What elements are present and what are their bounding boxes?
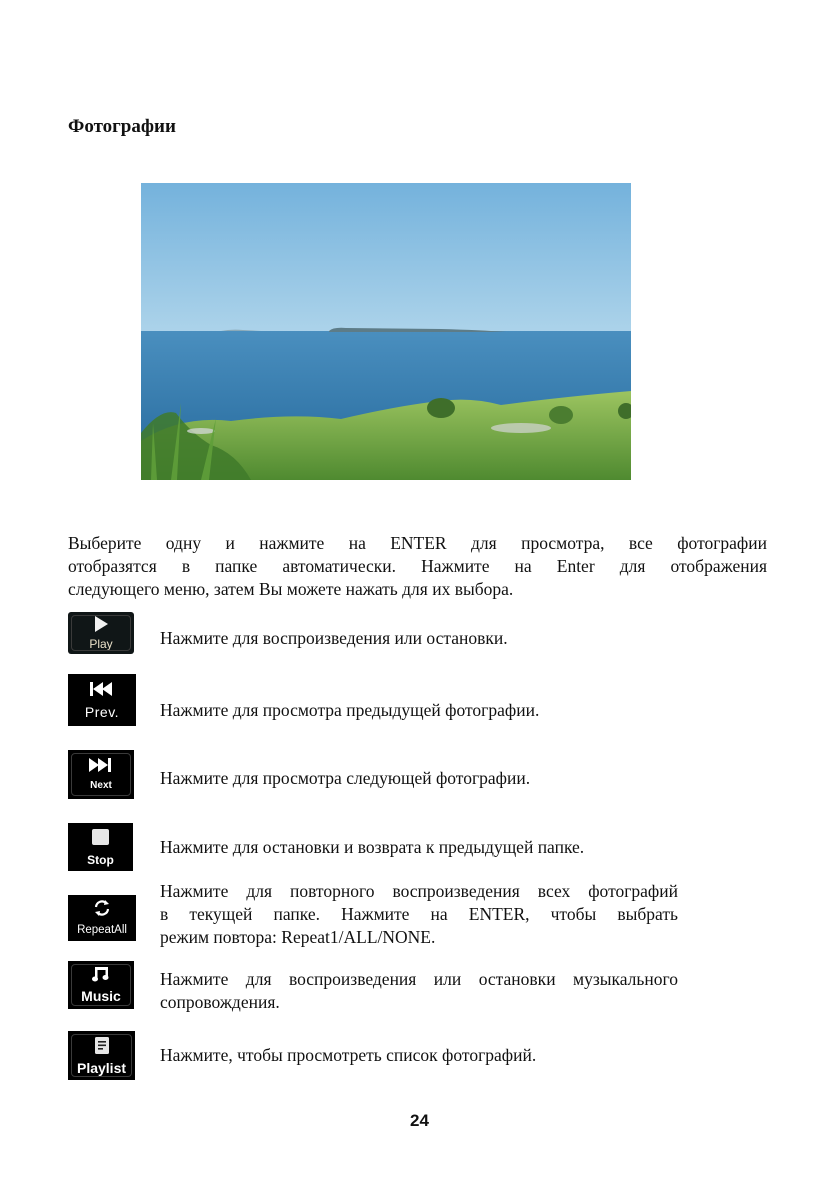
page-number: 24 [410,1111,429,1130]
music-label: Music [81,988,121,1004]
description-line: Нажмите для воспроизведения или остановки музыкального [160,969,678,989]
description-line: в текущей папке. Нажмите на ENTER, чтобы выбрать [160,904,678,924]
playlist-label: Playlist [76,1059,127,1076]
previous-button[interactable] [68,674,136,726]
description-line: сопровождения. [160,992,280,1012]
next-button[interactable] [68,750,134,799]
next-icon [89,758,113,777]
next-description [160,767,678,790]
playlist-description [160,1044,678,1067]
music-button[interactable] [68,961,134,1009]
description-line: Нажмите для просмотра предыдущей фотографии. [160,700,540,720]
play-description [160,627,678,650]
intro-line: Выберите одну и нажмите на ENTER для просмотра, все фотографии [68,533,767,553]
repeat-icon [92,899,112,922]
stop-description [160,836,678,859]
description-line: Нажмите для просмотра следующей фотографии. [160,768,531,788]
play-icon [94,616,108,637]
page-title: Фотографии [68,116,176,137]
previous-icon [90,682,114,701]
previous-label: Prev. [84,703,120,720]
playlist-icon [95,1037,109,1059]
prev-description [160,699,678,722]
playlist-button[interactable] [68,1031,135,1080]
intro-line: отобразятся в папке автоматически. Нажмите на Enter для отображения [68,556,767,576]
seascape-photo [141,183,631,480]
description-line: Нажмите, чтобы просмотреть список фотографий. [160,1045,537,1065]
intro-line: следующего меню, затем Вы можете нажать для их выбора. [68,579,514,599]
music-description [160,968,678,1014]
play-label: Play [89,637,113,651]
repeat-all-button[interactable] [68,895,136,941]
intro-paragraph [68,532,767,601]
repeat-description [160,880,678,949]
stop-icon [92,829,109,850]
repeat-all-label: RepeatAll [77,924,127,937]
next-label: Next [90,780,112,791]
description-line: режим повтора: Repeat1/ALL/NONE. [160,927,436,947]
description-line: Нажмите для повторного воспроизведения всех фотографий [160,881,678,901]
stop-button[interactable] [68,823,133,871]
description-line: Нажмите для воспроизведения или остановки. [160,628,508,648]
music-note-icon [92,967,110,987]
play-button[interactable] [68,612,134,654]
stop-label: Stop [87,852,114,867]
description-line: Нажмите для остановки и возврата к предыдущей папке. [160,837,585,857]
